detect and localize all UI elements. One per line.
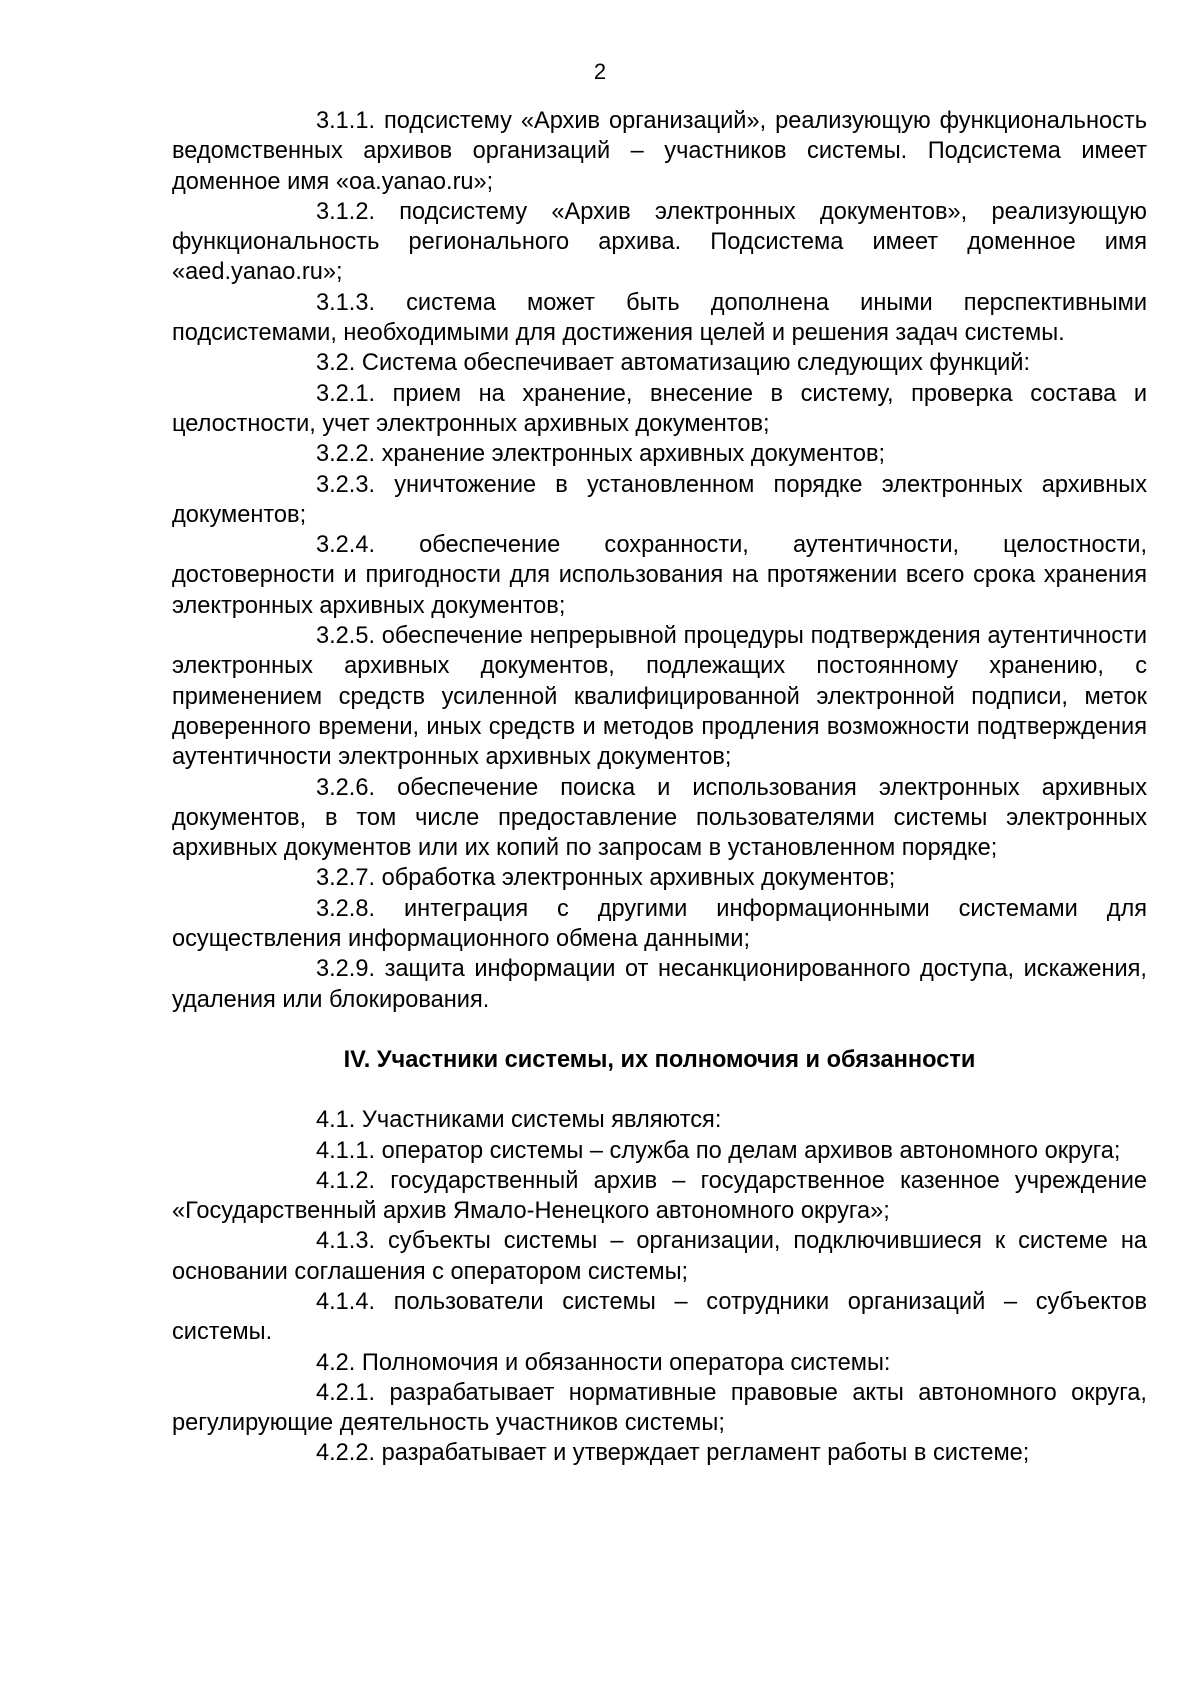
paragraph: [172, 1166, 1147, 1227]
paragraph: [172, 439, 1147, 469]
paragraph-number: 3.2.1.: [316, 380, 376, 407]
paragraph-text: Участниками системы являются:: [361, 1107, 722, 1134]
paragraph: [172, 348, 1147, 378]
paragraph-number: 4.2.: [316, 1349, 356, 1376]
paragraph: [172, 1378, 1147, 1439]
paragraph-text: интеграция с другими информационными системами для осуществления информационного обмена данными;: [172, 895, 1148, 953]
paragraph-number: 3.1.2.: [316, 198, 376, 225]
paragraph-text: прием на хранение, внесение в систему, проверка состава и целостности, учет электронных архивных документов;: [172, 380, 1147, 437]
section-heading: IV. Участники системы, их полномочия и обязанности: [343, 1046, 976, 1073]
paragraph-group-section-4: [172, 1105, 1147, 1469]
paragraph-number: 3.2.4.: [316, 532, 376, 559]
paragraph-text: уничтожение в установленном порядке электронных архивных документов;: [172, 471, 1147, 528]
paragraph-text: Система обеспечивает автоматизацию следующих функций:: [361, 350, 1031, 377]
paragraph: [172, 894, 1147, 955]
paragraph: [172, 379, 1147, 440]
paragraph-text: хранение электронных архивных документов;: [381, 441, 886, 468]
paragraph-number: 4.2.2.: [316, 1440, 376, 1467]
paragraph: [172, 106, 1147, 197]
paragraph: [172, 197, 1147, 288]
document-body: [172, 106, 1147, 1469]
paragraph-text: защита информации от несанкционированного доступа, искажения, удаления или блокирования.: [172, 956, 1147, 1013]
paragraph-number: 3.2.8.: [316, 895, 376, 922]
paragraph: [172, 470, 1147, 531]
paragraph-number: 3.2.9.: [316, 956, 376, 983]
paragraph-number: 4.2.1.: [316, 1379, 376, 1406]
paragraph: [172, 1287, 1147, 1348]
paragraph-text: оператор системы – служба по делам архивов автономного округа;: [381, 1137, 1121, 1164]
paragraph-text: подсистему «Архив электронных документов», реализующую функциональность регионального архива. Подсистема имеет доменное имя «aed.yanao.ru»;: [172, 198, 1147, 286]
paragraph-number: 3.2.2.: [316, 441, 376, 468]
paragraph-number: 3.1.1.: [316, 108, 376, 134]
paragraph: [172, 1226, 1147, 1287]
paragraph-number: 4.1.2.: [316, 1167, 376, 1194]
paragraph-text: государственный архив – государственное казенное учреждение «Государственный архив Ямало-Ненецкого автономного округа»;: [172, 1167, 1147, 1225]
paragraph: [172, 954, 1147, 1015]
paragraph-number: 3.2.6.: [316, 774, 376, 801]
paragraph-text: разрабатывает нормативные правовые акты автономного округа, регулирующие деятельность участников системы;: [172, 1379, 1147, 1437]
paragraph: [172, 1438, 1147, 1468]
paragraph-text: пользователи системы – сотрудники организаций – субъектов системы.: [172, 1288, 1147, 1346]
paragraph-group-section-3: [172, 106, 1147, 1015]
page-number: 2: [593, 59, 607, 84]
paragraph-number: 3.2.: [316, 350, 356, 377]
paragraph-text: обработка электронных архивных документов;: [381, 865, 896, 892]
paragraph: [172, 1105, 1147, 1135]
paragraph-number: 3.1.3.: [316, 289, 376, 316]
paragraph-number: 4.1.: [316, 1107, 356, 1134]
paragraph-text: Полномочия и обязанности оператора системы:: [361, 1349, 891, 1376]
paragraph: [172, 288, 1147, 349]
paragraph-text: субъекты системы – организации, подключившиеся к системе на основании соглашения с оператором системы;: [172, 1228, 1147, 1285]
paragraph: [172, 1136, 1147, 1166]
paragraph-number: 4.1.3.: [316, 1228, 376, 1255]
paragraph-number: 3.2.5.: [316, 623, 376, 650]
paragraph-text: подсистему «Архив организаций», реализующую функциональность ведомственных архивов организаций – участников системы. Подсистема имеет доменное имя «oa.yanao.ru»;: [172, 108, 1147, 195]
paragraph: [172, 621, 1147, 772]
paragraph: [172, 863, 1147, 893]
paragraph: [172, 773, 1147, 864]
paragraph-text: обеспечение сохранности, аутентичности, целостности, достоверности и пригодности для использования на протяжении всего срока хранения электронных архивных документов;: [172, 532, 1148, 619]
paragraph-number: 4.1.4.: [316, 1288, 376, 1315]
paragraph: [172, 1348, 1147, 1378]
paragraph-number: 3.2.7.: [316, 865, 376, 892]
paragraph-number: 4.1.1.: [316, 1137, 376, 1164]
paragraph: [172, 530, 1147, 621]
paragraph-text: система может быть дополнена иными перспективными подсистемами, необходимыми для достижения целей и решения задач системы.: [172, 289, 1147, 347]
paragraph-number: 3.2.3.: [316, 471, 376, 498]
paragraph-text: обеспечение непрерывной процедуры подтверждения аутентичности электронных архивных документов, подлежащих постоянному хранению, с применением средств усиленной квалифицированной электронной подписи, меток доверенного времени, иных средств и методов продления возможности подтверждения аутентичности электронных архивных документов;: [172, 623, 1147, 771]
paragraph-text: обеспечение поиска и использования электронных архивных документов, в том числе предоставление пользователями системы электронных архивных документов или их копий по запросам в установленном порядке;: [172, 774, 1147, 862]
paragraph-text: разрабатывает и утверждает регламент работы в системе;: [381, 1440, 1030, 1467]
